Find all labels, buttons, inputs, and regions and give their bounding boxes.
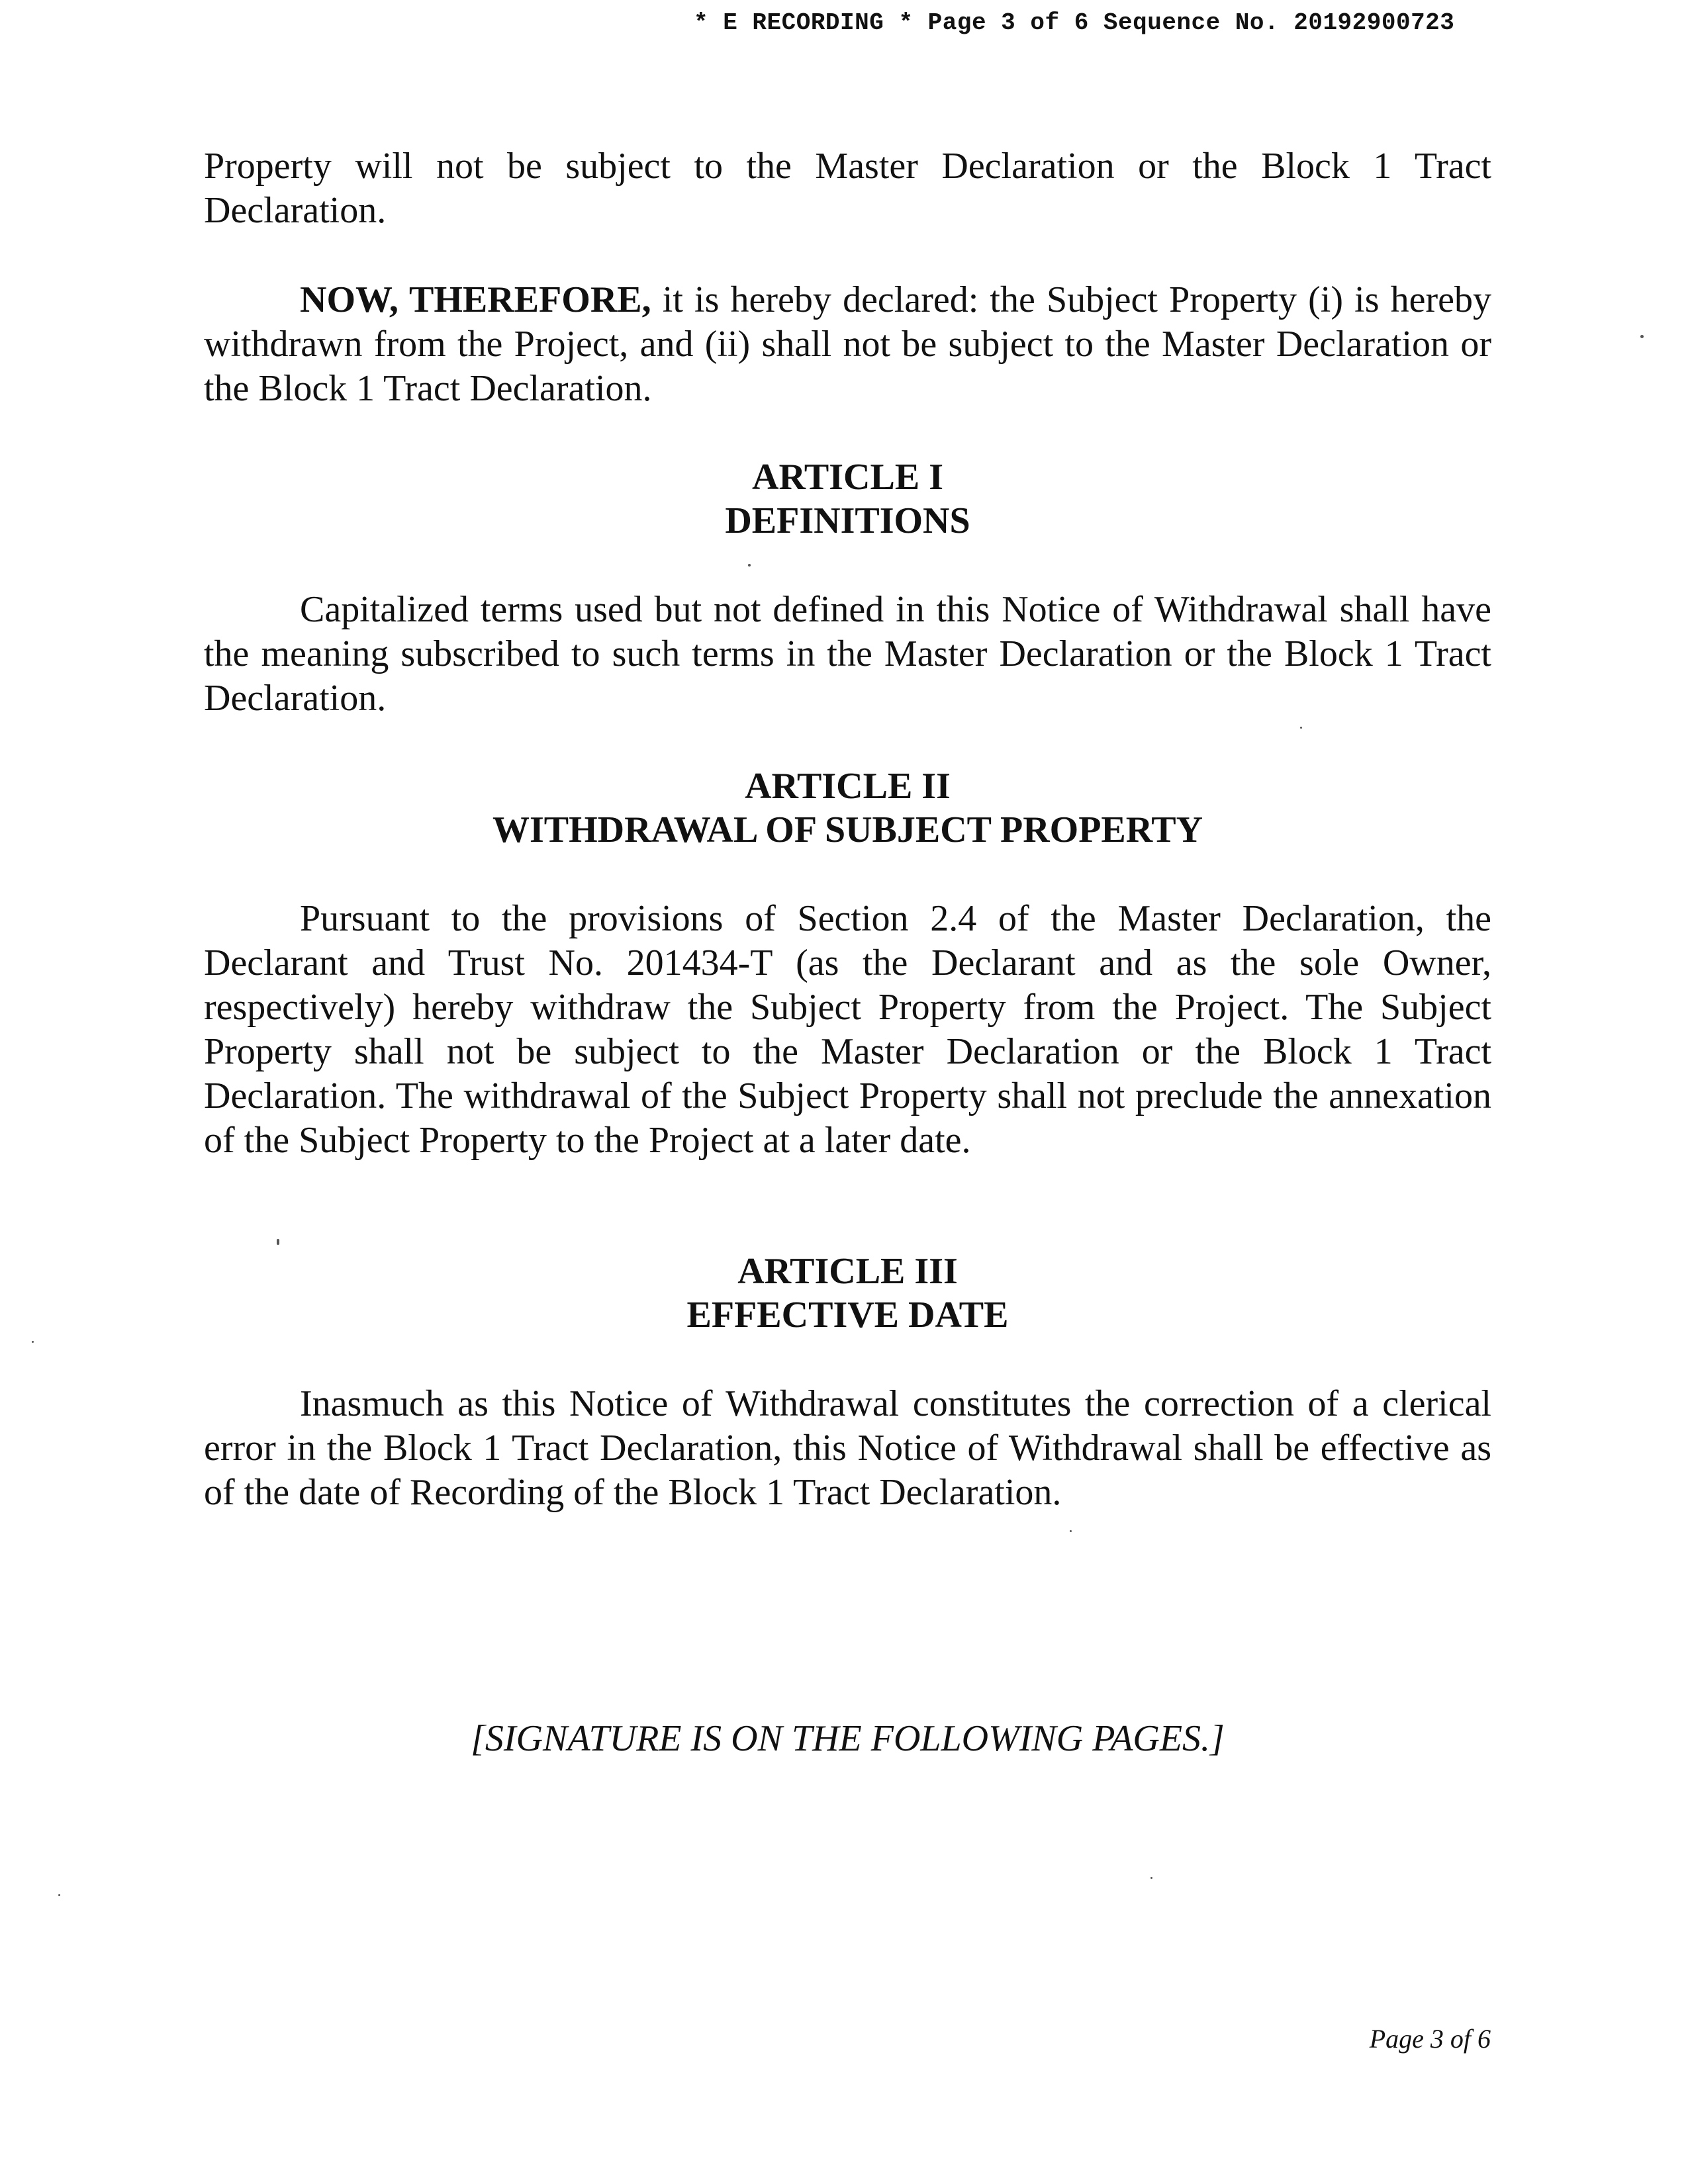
- article-1-heading: [204, 455, 1491, 543]
- article-3-number: ARTICLE III: [737, 1251, 958, 1292]
- now-therefore-text: it is hereby declared: the Subject Property (i) is hereby withdrawn from the Project, and (ii) shall not be subject to the Master Declaration or the Block 1 Tract Declaration.: [204, 279, 1491, 409]
- recording-header: * E RECORDING * Page 3 of 6 Sequence No. 20192900723: [694, 9, 1455, 36]
- article-2-title: WITHDRAWAL OF SUBJECT PROPERTY: [492, 809, 1203, 850]
- article-1-body: Capitalized terms used but not defined in this Notice of Withdrawal shall have the meaning subscribed to such terms in the Master Declaration or the Block 1 Tract Declaration.: [204, 589, 1491, 719]
- scan-speck: [1150, 1877, 1152, 1879]
- signature-note: [SIGNATURE IS ON THE FOLLOWING PAGES.]: [471, 1718, 1225, 1759]
- article-3-heading: [204, 1250, 1491, 1337]
- now-therefore-paragraph: [204, 278, 1491, 411]
- article-2-number: ARTICLE II: [745, 766, 951, 807]
- article-1-number: ARTICLE I: [752, 457, 943, 498]
- article-2-heading: [204, 764, 1491, 852]
- now-therefore-lead: NOW, THEREFORE,: [300, 279, 651, 320]
- continuation-paragraph: Property will not be subject to the Master Declaration or the Block 1 Tract Declaration.: [204, 146, 1491, 231]
- scan-speck: [1640, 335, 1644, 338]
- scan-speck: [1070, 1530, 1072, 1532]
- scan-speck: [1300, 727, 1302, 729]
- scan-speck: [277, 1239, 279, 1245]
- article-1-title: DEFINITIONS: [725, 500, 970, 541]
- article-3-title: EFFECTIVE DATE: [686, 1295, 1009, 1336]
- article-2-body: Pursuant to the provisions of Section 2.4 of the Master Declaration, the Declarant and Trust No. 201434-T (as the Declarant and as the sole Owner, respectively) hereby withdraw the Subject Property from the Project. The Subject Property shall not be subject to the Master Declaration or the Block 1 Tract Declaration. The withdrawal of the Subject Property shall not preclude the annexation of the Subject Property to the Project at a later date.: [204, 898, 1491, 1161]
- scan-speck: [58, 1894, 60, 1896]
- article-3-body: Inasmuch as this Notice of Withdrawal constitutes the correction of a clerical error in the Block 1 Tract Declaration, this Notice of Withdrawal shall be effective as of the date of Recording of the Block 1 Tract Declaration.: [204, 1383, 1491, 1513]
- page-number-footer: Page 3 of 6: [1369, 2024, 1491, 2054]
- scan-speck: [32, 1341, 34, 1343]
- scan-speck: [748, 564, 751, 567]
